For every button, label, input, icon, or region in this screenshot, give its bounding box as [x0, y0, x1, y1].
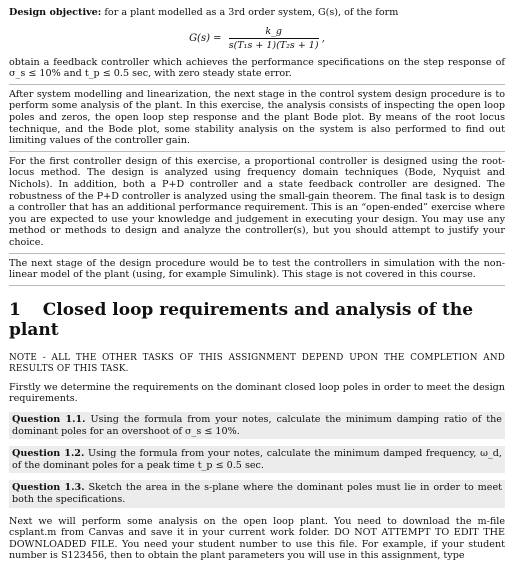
paragraph-simulation: The next stage of the design procedure would be to test the controllers in simulation with the non-linear model of the plant (using, for example Simulink). This stage is not covered in this course.: [9, 257, 505, 281]
design-objective: [9, 7, 505, 19]
analysis-block: [9, 89, 505, 152]
section-number: 1: [9, 299, 21, 320]
question-label: Question 1.3.: [12, 482, 85, 494]
intro-block: [9, 57, 505, 85]
section-title: Closed loop requirements and analysis of the plant: [9, 299, 474, 340]
objective-label: Design objective:: [9, 7, 102, 18]
document-page: [9, 0, 505, 562]
equation-lhs: G(s) =: [189, 32, 222, 44]
simulation-block: [9, 258, 505, 286]
equation-fraction: [229, 26, 319, 51]
equation-tail: ,: [321, 32, 325, 44]
controller-block: [9, 156, 505, 254]
question-text: Using the formula from your notes, calculate the minimum damped frequency, ω_d, of the dominant poles for a peak time t_p ≤ 0.5 sec.: [12, 448, 502, 471]
question-text: Sketch the area in the s-plane where the dominant poles must lie in order to meet both the specifications.: [12, 482, 502, 506]
question-label: Question 1.2.: [12, 448, 85, 460]
paragraph-controller: For the first controller design of this exercise, a proportional controller is designed using the root-locus method. The design is analyzed using frequency domain techniques (Bode, Nyquist and Nichols). In addition, both a P+D controller and a state feedback controller are designed. The robustness of the P+D controller is analyzed using the small-gain theorem. The final task is to design a controller that has an additional performance requirement. This is an “open-ended” exercise where you are expected to use your knowledge and judgement in executing your design. You may use any method or methods to design and analyze the controller(s), but you should attempt to justify your choice.: [9, 155, 505, 248]
question-1-3: [9, 480, 505, 507]
equation-numerator: k_g: [229, 26, 319, 39]
section-heading: [9, 300, 505, 340]
intro-text: Firstly we determine the requirements on the dominant closed loop poles in order to meet the design requirements.: [9, 381, 505, 405]
final-paragraph: Next we will perform some analysis on the open loop plant. You need to download the m-file csplant.m from Canvas and save it in your current work folder. DO NOT ATTEMPT TO EDIT THE DOWNLOADED FILE. You need your student number to use this file. For example, if your student number is S123456, then to obtain the plant parameters you will use in this assignment, type: [9, 515, 505, 562]
question-label: Question 1.1.: [12, 414, 86, 426]
note-text: NOTE - ALL THE OTHER TASKS OF THIS ASSIGNMENT DEPEND UPON THE COMPLETION AND RESULTS OF THIS TASK.: [9, 352, 505, 375]
paragraph-analysis: After system modelling and linearization, the next stage in the control system design procedure is to perform some analysis of the plant. In this exercise, the analysis consists of inspecting the open loop poles and zeros, the open loop step response and the plant Bode plot. By means of the root locus technique, and the Bode plot, some stability analysis on the system is also performed to find out limiting values of the controller gain.: [9, 88, 505, 147]
question-1-1: [9, 412, 505, 439]
question-text: Using the formula from your notes, calculate the minimum damping ratio of the dominant poles for an overshoot of σ_s ≤ 10%.: [12, 414, 502, 437]
objective-text: for a plant modelled as a 3rd order system, G(s), of the form: [104, 7, 399, 18]
equation-denominator: s(T₁s + 1)(T₂s + 1): [228, 39, 319, 51]
transfer-function-equation: [9, 26, 505, 51]
obtain-paragraph: obtain a feedback controller which achieves the performance specifications on the step response of σ_s ≤ 10% and t_p ≤ 0.5 sec, with zero steady state error.: [9, 56, 505, 80]
question-1-2: [9, 446, 505, 473]
